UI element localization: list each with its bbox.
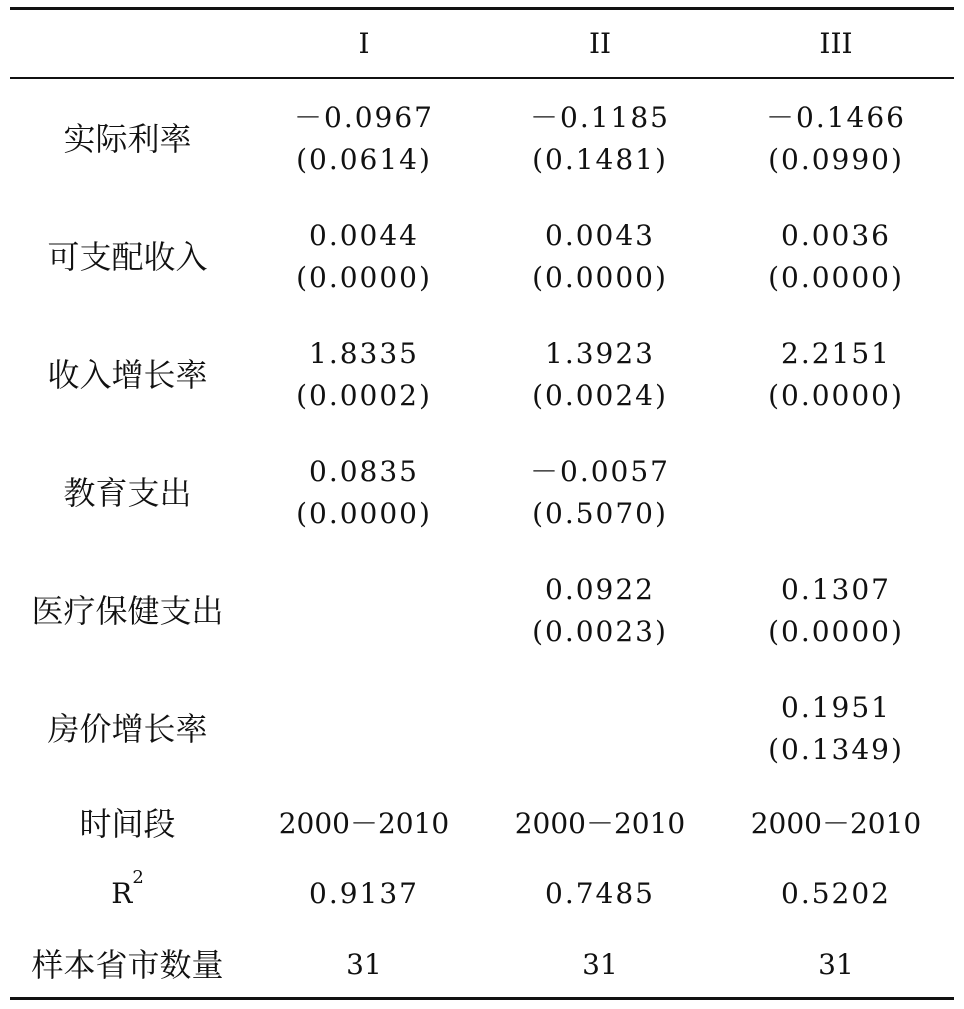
row-label-disposable-income: 可支配收入 bbox=[47, 238, 208, 276]
r-squared-value: 0.7485 bbox=[545, 877, 655, 910]
r-squared-base: R bbox=[111, 877, 133, 910]
pvalue: (0.0000) bbox=[768, 379, 904, 412]
pvalue: (0.0002) bbox=[296, 379, 432, 412]
coef-value: 0.0043 bbox=[545, 219, 655, 252]
pvalue bbox=[246, 730, 482, 770]
pvalue: (0.0023) bbox=[532, 615, 668, 648]
coef-value: －0.1466 bbox=[766, 101, 906, 134]
pvalue: (0.1349) bbox=[768, 733, 904, 766]
header-rule bbox=[10, 77, 954, 79]
coef-value bbox=[718, 452, 954, 492]
pvalue: (0.0614) bbox=[296, 143, 432, 176]
pvalue: (0.0000) bbox=[296, 261, 432, 294]
coef-value: 0.0835 bbox=[309, 455, 419, 488]
row-label-income-growth: 收入增长率 bbox=[47, 356, 208, 394]
coef-value: 2.2151 bbox=[781, 337, 891, 370]
coef-value: －0.0967 bbox=[294, 101, 434, 134]
sample-size-value: 31 bbox=[346, 948, 382, 981]
pvalue bbox=[482, 730, 718, 770]
column-header-2: II bbox=[588, 27, 612, 60]
sample-size-value: 31 bbox=[818, 948, 854, 981]
pvalue: (0.1481) bbox=[532, 143, 668, 176]
pvalue: (0.5070) bbox=[532, 497, 668, 530]
pvalue: (0.0000) bbox=[296, 497, 432, 530]
coef-value: 1.8335 bbox=[309, 337, 419, 370]
column-header-3: III bbox=[819, 27, 853, 60]
top-rule bbox=[10, 7, 954, 10]
pvalue: (0.0990) bbox=[768, 143, 904, 176]
period-value: 2000－2010 bbox=[278, 807, 450, 840]
coef-value: 0.0036 bbox=[781, 219, 891, 252]
period-value: 2000－2010 bbox=[750, 807, 922, 840]
row-label-education-spending: 教育支出 bbox=[63, 474, 192, 512]
pvalue: (0.0000) bbox=[532, 261, 668, 294]
row-label-real-interest-rate: 实际利率 bbox=[63, 120, 192, 158]
pvalue bbox=[718, 494, 954, 534]
pvalue: (0.0000) bbox=[768, 615, 904, 648]
pvalue bbox=[246, 612, 482, 652]
coef-value bbox=[246, 570, 482, 610]
row-label-house-price-growth: 房价增长率 bbox=[47, 710, 208, 748]
bottom-rule bbox=[10, 997, 954, 1000]
row-label-healthcare-spending: 医疗保健支出 bbox=[31, 592, 224, 630]
period-value: 2000－2010 bbox=[514, 807, 686, 840]
coef-value bbox=[482, 688, 718, 728]
row-label-sample-size: 样本省市数量 bbox=[31, 946, 224, 984]
pvalue: (0.0024) bbox=[532, 379, 668, 412]
coef-value: 0.1307 bbox=[781, 573, 891, 606]
column-header-1: I bbox=[358, 27, 370, 60]
coef-value: 0.0922 bbox=[545, 573, 655, 606]
row-label-period: 时间段 bbox=[79, 805, 176, 843]
r-squared-value: 0.9137 bbox=[309, 877, 419, 910]
coef-value: －0.1185 bbox=[530, 101, 670, 134]
coef-value: 1.3923 bbox=[545, 337, 655, 370]
r-squared-exponent: 2 bbox=[132, 866, 144, 888]
pvalue: (0.0000) bbox=[768, 261, 904, 294]
coef-value: 0.1951 bbox=[781, 691, 891, 724]
sample-size-value: 31 bbox=[582, 948, 618, 981]
coef-value bbox=[246, 688, 482, 728]
coef-value: －0.0057 bbox=[530, 455, 670, 488]
coef-value: 0.0044 bbox=[309, 219, 419, 252]
r-squared-value: 0.5202 bbox=[781, 877, 891, 910]
row-label-r-squared bbox=[10, 866, 245, 914]
